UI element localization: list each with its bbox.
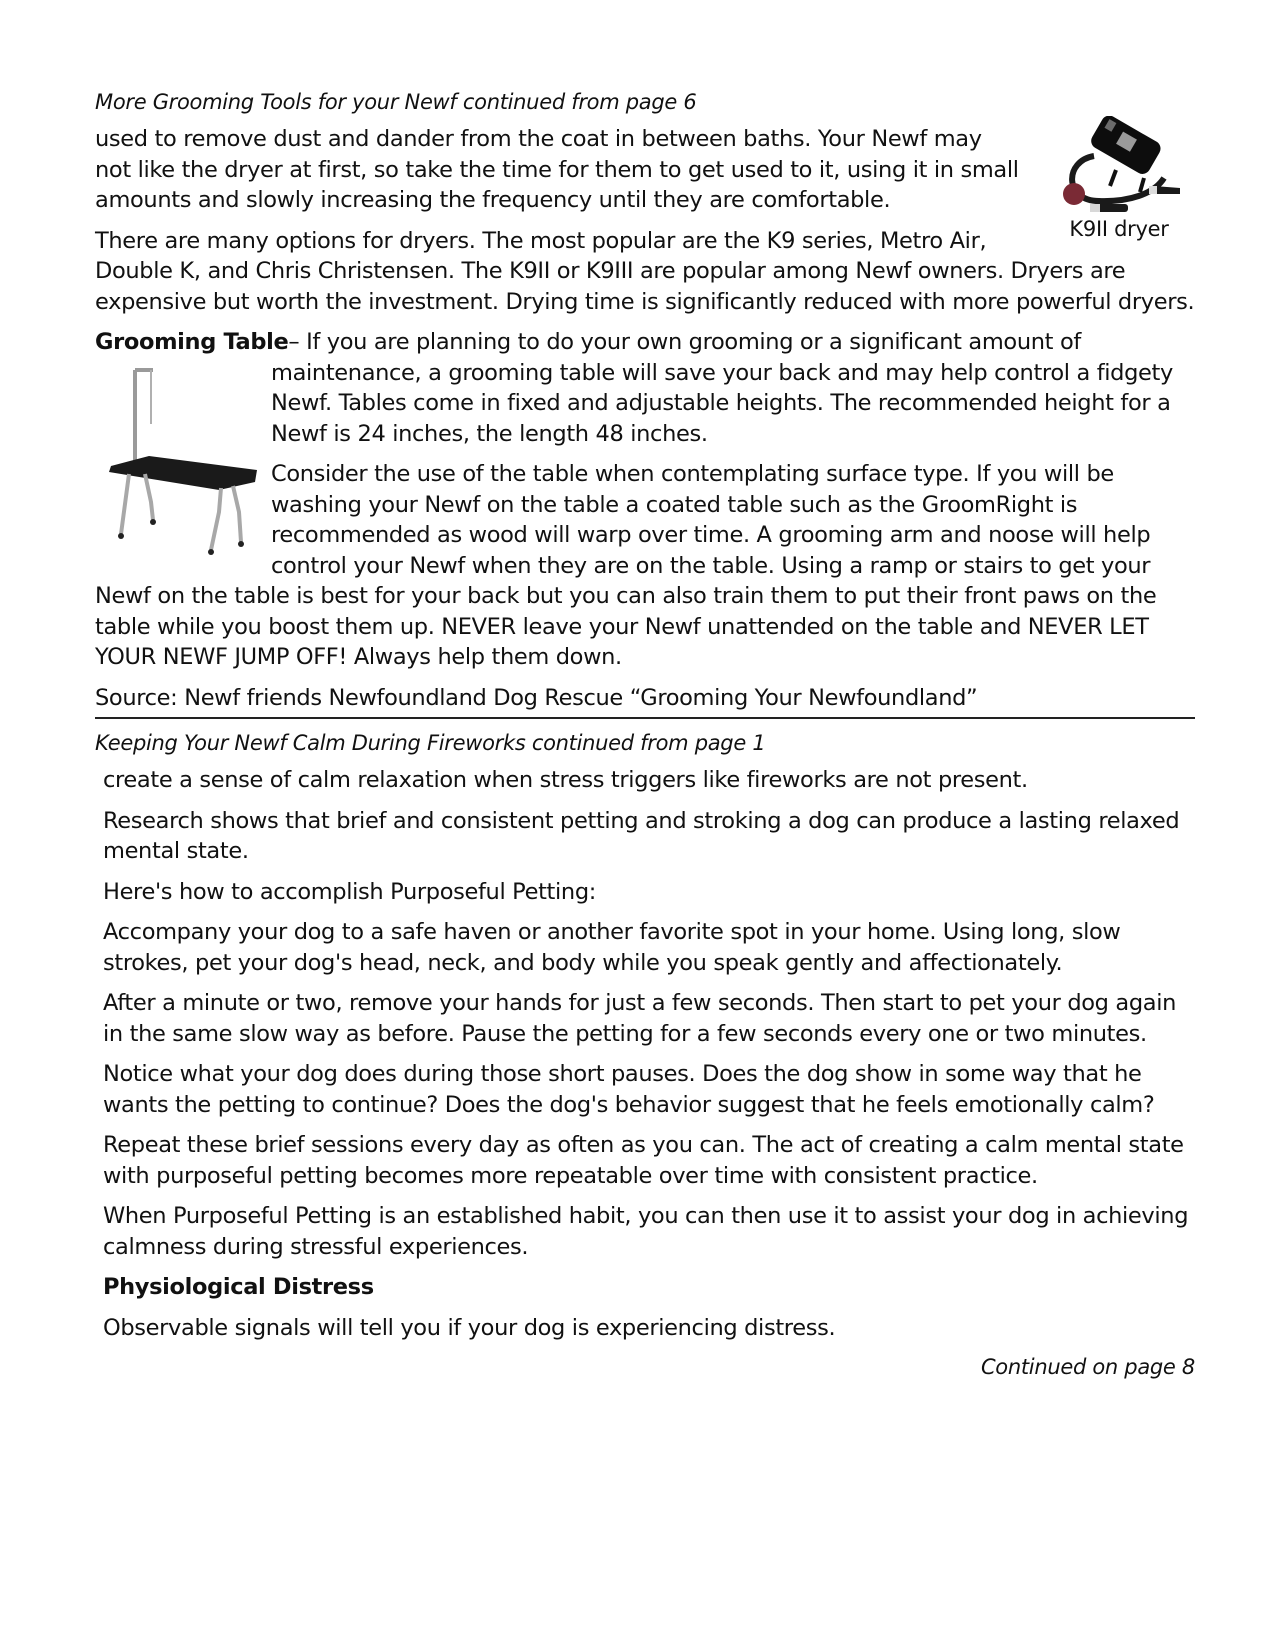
section-divider: [95, 717, 1195, 719]
grooming-table-block: [95, 327, 1195, 673]
fireworks-paragraph: Accompany your dog to a safe haven or another favorite spot in your home. Using long, slow strokes, pet your dog's head, neck, and body while you speak gently and affectionately.: [103, 919, 1121, 976]
closing-paragraph: Observable signals will tell you if your dog is experiencing distress.: [103, 1314, 836, 1341]
dryer-options-paragraph: There are many options for dryers. The most popular are the K9 series, Metro Air, Double K, and Chris Christensen. The K9II or K9III are popular among Newf owners. Dryers are expensive but worth the investment. Drying time is significantly reduced with more powerful dryers.: [95, 227, 1195, 315]
pet-dryer-image: [1054, 116, 1184, 212]
continued-from-note: Keeping Your Newf Calm During Fireworks continued from page 1: [95, 731, 766, 755]
grooming-tools-section: [95, 88, 1195, 713]
dryer-caption: K9II dryer: [1069, 217, 1169, 241]
fireworks-paragraph: Research shows that brief and consistent petting and stroking a dog can produce a lasting relaxed mental state.: [103, 807, 1180, 864]
grooming-table-paragraph-2: Consider the use of the table when contemplating surface type. If you will be washing your Newf on the table a coated table such as the GroomRight is recommended as wood will warp over time. A grooming arm and noose will help control your Newf when they are on the table. Using a ramp or stairs to get your Newf on the table is best for your back but you can also train them to put their front paws on the table while you boost them up. NEVER leave your Newf unattended on the table and NEVER LET YOUR NEWF JUMP OFF! Always help them down.: [95, 461, 1157, 670]
source-citation: Source: Newf friends Newfoundland Dog Rescue “Grooming Your Newfoundland”: [95, 684, 978, 711]
fireworks-paragraph: After a minute or two, remove your hands for just a few seconds. Then start to pet your dog again in the same slow way as before. Pause the petting for a few seconds every one or two minutes.: [103, 990, 1177, 1047]
fireworks-paragraph: Notice what your dog does during those short pauses. Does the dog show in some way that he wants the petting to continue? Does the dog's behavior suggest that he feels emotionally calm?: [103, 1061, 1155, 1118]
grooming-table-paragraph-1-lead: – If you are planning to do your own grooming or a significant amount of: [288, 329, 1081, 355]
fireworks-paragraph: Repeat these brief sessions every day as often as you can. The act of creating a calm mental state with purposeful petting becomes more repeatable over time with consistent practice.: [103, 1132, 1184, 1189]
grooming-table-paragraph-1-rest: maintenance, a grooming table will save your back and may help control a fidgety Newf. Tables come in fixed and adjustable heights. The recommended height for a Newf is 24 inches, the length 48 inches.: [271, 359, 1173, 447]
dryer-paragraph: used to remove dust and dander from the coat in between baths. Your Newf may not like the dryer at first, so take the time for them to get used to it, using it in small amounts and slowly increasing the frequency until they are comfortable.: [95, 126, 1019, 213]
grooming-table-term: Grooming Table: [95, 329, 289, 355]
fireworks-paragraph: When Purposeful Petting is an established habit, you can then use it to assist your dog in achieving calmness during stressful experiences.: [103, 1203, 1189, 1260]
continued-from-note: More Grooming Tools for your Newf continued from page 6: [95, 90, 697, 114]
fireworks-section: [95, 729, 1195, 1381]
dryer-figure: [1039, 116, 1199, 242]
fireworks-paragraph: Here's how to accomplish Purposeful Petting:: [103, 878, 596, 905]
newsletter-page: [95, 88, 1195, 1381]
continued-on-note: Continued on page 8: [980, 1355, 1195, 1379]
grooming-table-figure: [95, 362, 265, 562]
grooming-table-image: [95, 362, 265, 562]
section-heading: Physiological Distress: [103, 1274, 374, 1300]
fireworks-paragraph: create a sense of calm relaxation when stress triggers like fireworks are not present.: [103, 767, 1028, 793]
